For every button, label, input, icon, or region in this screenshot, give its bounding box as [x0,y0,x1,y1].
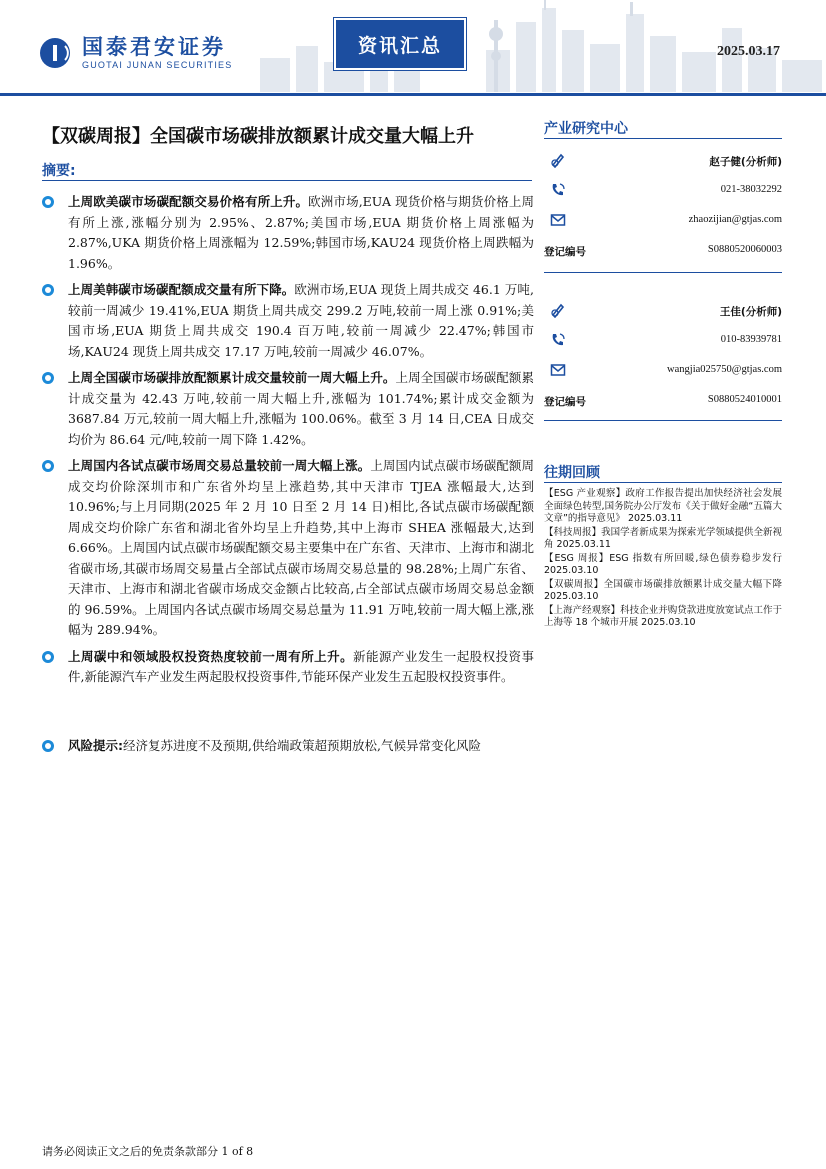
summary-bullet [42,280,534,362]
bullet-dot-icon [42,460,54,472]
past-reports-title: 往期回顾 [544,465,600,481]
bullet-heading: 上周全国碳市场碳排放配额累计成交量较前一周大幅上升。 [68,370,396,385]
bullet-dot-icon [42,740,54,752]
past-report-link[interactable]: 【科技周报】我国学者新成果为探索光学领域提供全新视角 2025.03.11 [544,526,782,550]
logo-english-name: GUOTAI JUNAN SECURITIES [82,60,233,70]
analyst-registration-row [544,236,782,266]
analyst-phone: 010-83939781 [720,334,782,345]
risk-heading: 风险提示: [68,738,123,753]
analyst-card [544,146,782,266]
registration-number: S0880524010001 [707,394,782,405]
sidebar-department-title: 产业研究中心 [544,121,628,137]
bullet-body: 上周国内试点碳市场碳配额周成交均价除深圳市和广东省外均呈上涨趋势,其中天津市 TJEA 涨幅最大,达到 10.96%;与上月同期(2025 年 2 月 10 日至 2 月 14 日)相比,各试点碳市场碳配额周成交均价除广东省和湖北省外均呈上升趋势,其中上海市 SHEA 涨幅最大,达到 6.66%。上周国内试点碳市场碳配额交易主要集中在广东省、天津市、上海市和湖北省碳市场,其碳市场周交易量占全部试点碳市场周交易总量的 98.28%;上周广东省、天津市、上海市和湖北省碳市场成交金额占比较高,占全部试点碳市场周交易总金额的 96.59%。上周国内各试点碳市场周交易总量为 11.91 万吨,较前一周大幅上涨,涨幅为 289.94%。 [68,458,534,637]
bullet-dot-icon [42,372,54,384]
analyst-card [544,296,782,416]
bullet-dot-icon [42,196,54,208]
risk-warning [42,736,534,763]
company-logo [38,36,232,70]
registration-label: 登记编号 [544,246,586,258]
analyst-name-row [544,296,782,326]
report-category-tag: 资讯汇总 [334,18,466,70]
summary-divider [42,180,532,181]
mail-icon [550,362,566,378]
analyst-phone-row [544,176,782,206]
report-header [0,0,826,96]
phone-icon [550,332,566,348]
phone-icon [550,182,566,198]
analyst-name: 赵子健(分析师) [709,156,782,168]
report-title: 【双碳周报】全国碳市场碳排放额累计成交量大幅上升 [42,126,474,147]
logo-chinese-name: 国泰君安证券 [82,35,226,59]
sidebar-divider [544,272,782,273]
past-report-link[interactable]: 【ESG 周报】ESG 指数有所回暖,绿色债券稳步发行 2025.03.10 [544,552,782,576]
risk-bullet [42,736,534,757]
sidebar-divider [544,138,782,139]
bullet-body: 上周全国碳市场碳配额累计成交量为 42.43 万吨,较前一周大幅上升,涨幅为 101.74%;累计成交金额为 3687.84 万元,较前一周大幅上升,涨幅为 100.06%。截至 3 月 14 日,CEA 日成交均价为 86.64 元/吨,较前一周下降 1.42%。 [68,370,534,447]
mail-icon [550,212,566,228]
summary-bullet [42,368,534,450]
analyst-registration-row [544,386,782,416]
bullet-heading: 上周国内各试点碳市场周交易总量较前一周大幅上涨。 [68,458,371,473]
analyst-email[interactable]: wangjia025750@gtjas.com [667,364,782,375]
analyst-email[interactable]: zhaozijian@gtjas.com [688,214,782,225]
past-report-link[interactable]: 【双碳周报】全国碳市场碳排放额累计成交量大幅下降 2025.03.10 [544,578,782,602]
analyst-phone-row [544,326,782,356]
past-report-link[interactable]: 【ESG 产业观察】政府工作报告提出加快经济社会发展全面绿色转型,国务院办公厅发布《关于做好金融“五篇大文章”的指导意见》 2025.03.11 [544,488,782,524]
summary-bullet-list [42,192,534,694]
bullet-body: 欧洲市场,EUA 现货上周共成交 46.1 万吨,较前一周减少 19.41%,EUA 期货上周共成交 299.2 万吨,较前一周上涨 0.91%;美国市场,EUA 期货上周共成交 190.4 百万吨,较前一周减少 22.47%;韩国市场,KAU24 现货上周共成交 17.17 万吨,较前一周减少 46.07%。 [68,282,534,359]
report-date: 2025.03.17 [717,44,780,59]
footer-disclaimer: 请务必阅读正文之后的免责条款部分 1 of 8 [42,1145,254,1158]
summary-bullet [42,647,534,688]
pen-icon [550,302,566,318]
summary-label: 摘要: [42,163,76,179]
analyst-name-row [544,146,782,176]
summary-bullet [42,192,534,274]
bullet-heading: 上周美韩碳市场碳配额成交量有所下降。 [68,282,295,297]
bullet-body: 新能源产业发生一起股权投资事件,新能源汽车产业发生两起股权投资事件,节能环保产业发生五起股权投资事件。 [68,648,534,684]
logo-mark-icon [38,36,74,70]
bullet-dot-icon [42,284,54,296]
summary-bullet [42,456,534,641]
sidebar-divider [544,482,782,483]
past-report-link[interactable]: 【上海产经观察】科技企业并购贷款进度放宽试点工作于上海等 18 个城市开展 2025.03.10 [544,604,782,628]
analyst-phone: 021-38032292 [720,184,782,195]
registration-number: S0880520060003 [707,244,782,255]
bullet-heading: 上周碳中和领域股权投资热度较前一周有所上升。 [68,648,354,664]
analyst-name: 王佳(分析师) [719,306,782,318]
bullet-body: 欧洲市场,EUA 现货价格与期货价格上周有所上涨,涨幅分别为 2.95%、2.87%;美国市场,EUA 期货价格上周涨幅为 2.87%,UKA 期货价格上周涨幅为 12.59%;韩国市场,KAU24 现货价格上周跌幅为 1.96%。 [68,194,534,271]
header-divider [0,93,826,96]
past-reports-list [544,488,782,631]
analyst-email-row [544,356,782,386]
sidebar-divider [544,420,782,421]
analyst-email-row [544,206,782,236]
bullet-heading: 上周欧美碳市场碳配额交易价格有所上升。 [68,194,309,209]
pen-icon [550,152,566,168]
bullet-dot-icon [42,651,54,663]
risk-body: 经济复苏进度不及预期,供给端政策超预期放松,气候异常变化风险 [123,738,481,753]
registration-label: 登记编号 [544,396,586,408]
